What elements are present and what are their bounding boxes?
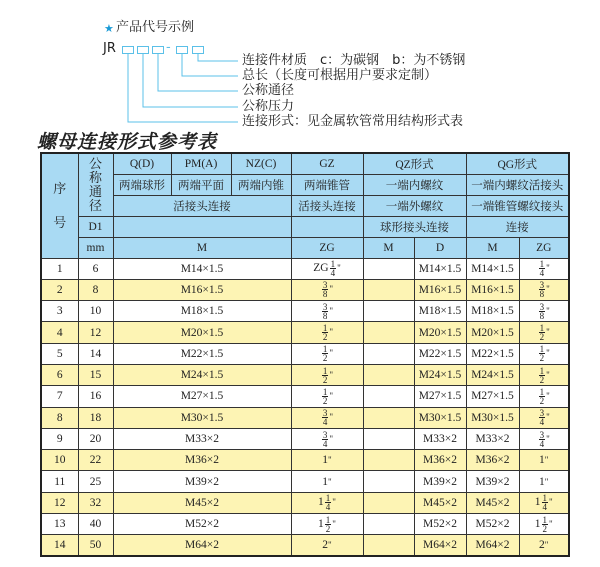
cell-qg-m: M24×1.5 [466, 364, 519, 385]
header-qg: QG形式 [466, 153, 569, 174]
cell-qg-zg [519, 364, 569, 385]
label-connection: 连接形式：见金属软管常用结构形式表 [242, 114, 464, 129]
whole-part: 2 [322, 539, 329, 552]
header-zg: ZG [291, 237, 363, 258]
cell-dn: 25 [78, 471, 113, 492]
header-dn-text: 公称通径 [89, 155, 103, 213]
cell-qg-zg [519, 428, 569, 449]
inch-mark: " [549, 497, 553, 508]
cell-qz-d: M45×2 [414, 492, 466, 513]
cell-m: M14×1.5 [113, 258, 291, 279]
cell-qg-zg [519, 343, 569, 364]
inch-mark: " [329, 369, 334, 380]
numerator: 3 [539, 429, 545, 440]
fraction [325, 494, 332, 511]
header-r4-empty [113, 216, 291, 237]
cell-dn: 18 [78, 407, 113, 428]
cell-qz-d: M24×1.5 [414, 364, 466, 385]
cell-dn: 12 [78, 322, 113, 343]
inch-mark: " [544, 476, 549, 487]
denominator: 2 [322, 395, 328, 406]
denominator: 8 [322, 289, 328, 300]
denominator: 8 [539, 310, 545, 321]
fraction [539, 431, 546, 448]
table-row [41, 471, 569, 492]
inch-mark: " [329, 412, 334, 423]
inch-mark: " [549, 518, 553, 529]
star-icon: ★ [104, 22, 114, 35]
cell-dn: 15 [78, 364, 113, 385]
whole-part: 1 [539, 475, 545, 488]
denominator: 8 [539, 289, 545, 300]
numerator: 3 [539, 280, 545, 291]
label-material: 连接件材质 c：为碳钢 b：为不锈钢 [242, 53, 466, 68]
header-qz-d: D [414, 237, 466, 258]
table-row [41, 279, 569, 300]
inch-mark: " [332, 497, 336, 508]
cell-dn: 32 [78, 492, 113, 513]
whole-part: 1 [322, 475, 329, 488]
fraction [325, 516, 332, 533]
cell-qg-m: M22×1.5 [466, 343, 519, 364]
cell-qz-m [363, 471, 414, 492]
inch-mark: " [546, 412, 550, 423]
cell-m: M16×1.5 [113, 279, 291, 300]
cell-gz [291, 471, 363, 492]
cell-qz-d: M20×1.5 [414, 322, 466, 343]
cell-seq: 7 [41, 386, 78, 407]
cell-qg-zg [519, 258, 569, 279]
fraction [539, 367, 546, 384]
cell-qz-d: M18×1.5 [414, 301, 466, 322]
header-r2-qg: 一端内螺纹活接头 [466, 174, 569, 195]
cell-seq: 4 [41, 322, 78, 343]
cell-qg-m: M16×1.5 [466, 279, 519, 300]
cell-qg-m: M18×1.5 [466, 301, 519, 322]
cell-m: M30×1.5 [113, 407, 291, 428]
whole-part: 1 [322, 454, 329, 467]
denominator: 2 [322, 353, 328, 364]
whole-part: 1 [534, 517, 541, 530]
cell-qz-d: M33×2 [414, 428, 466, 449]
denominator: 4 [325, 502, 331, 513]
header-seq-top: 序 [53, 180, 67, 196]
cell-qz-m [363, 279, 414, 300]
cell-gz [291, 301, 363, 322]
cell-m: M22×1.5 [113, 343, 291, 364]
cell-gz [291, 535, 363, 556]
denominator: 4 [330, 268, 336, 279]
cell-qg-m: M30×1.5 [466, 407, 519, 428]
denominator: 2 [542, 523, 548, 534]
cell-m: M39×2 [113, 471, 291, 492]
table-row [41, 492, 569, 513]
table-row [41, 258, 569, 279]
cell-seq: 2 [41, 279, 78, 300]
header-r2-pm: 两端平面 [171, 174, 231, 195]
inch-mark: " [546, 263, 550, 274]
denominator: 2 [322, 332, 328, 343]
inch-mark: " [329, 348, 334, 359]
cell-dn: 50 [78, 535, 113, 556]
header-nz: NZ(C) [231, 153, 291, 174]
denominator: 4 [542, 502, 548, 513]
code-prefix: JR [103, 41, 116, 56]
header-mm: mm [78, 237, 113, 258]
table-body [41, 258, 569, 556]
header-dn [78, 153, 113, 216]
table-row [41, 450, 569, 471]
cell-qg-zg [519, 407, 569, 428]
table-row [41, 407, 569, 428]
fraction [542, 494, 549, 511]
header-qg-m: M [466, 237, 519, 258]
cell-gz [291, 450, 363, 471]
header-d1: D1 [78, 216, 113, 237]
table-row [41, 301, 569, 322]
cell-qz-m [363, 514, 414, 535]
numerator: 1 [539, 386, 545, 397]
cell-qg-m: M64×2 [466, 535, 519, 556]
cell-qz-m [363, 450, 414, 471]
fraction [539, 345, 546, 362]
header-qz-m: M [363, 237, 414, 258]
numerator: 3 [539, 408, 545, 419]
header-qz: QZ形式 [363, 153, 466, 174]
nut-connection-table [40, 152, 570, 557]
inch-mark: " [337, 263, 341, 274]
diagram-heading: 产品代号示例 [116, 20, 195, 35]
cell-seq: 12 [41, 492, 78, 513]
cell-gz [291, 258, 363, 279]
inch-mark: " [328, 455, 332, 466]
cell-seq: 9 [41, 428, 78, 449]
cell-qz-d: M36×2 [414, 450, 466, 471]
inch-mark: " [546, 327, 550, 338]
numerator: 3 [322, 408, 328, 419]
cell-seq: 1 [41, 258, 78, 279]
cell-gz [291, 279, 363, 300]
cell-qz-m [363, 301, 414, 322]
inch-mark: " [546, 433, 550, 444]
label-pressure: 公称压力 [242, 99, 295, 114]
cell-gz [291, 386, 363, 407]
cell-qz-d: M39×2 [414, 471, 466, 492]
cell-dn: 10 [78, 301, 113, 322]
cell-m: M18×1.5 [113, 301, 291, 322]
numerator: 1 [542, 514, 548, 525]
label-length: 总长（长度可根据用户要求定制） [242, 68, 438, 83]
numerator: 1 [539, 259, 545, 270]
inch-mark: " [329, 305, 334, 316]
fraction [322, 409, 329, 426]
table-row [41, 514, 569, 535]
inch-mark: " [329, 327, 334, 338]
inch-mark: " [544, 455, 549, 466]
cell-qz-d: M64×2 [414, 535, 466, 556]
cell-qz-m [363, 343, 414, 364]
cell-qg-zg [519, 386, 569, 407]
numerator: 1 [322, 344, 328, 355]
cell-m: M27×1.5 [113, 386, 291, 407]
cell-qg-m: M36×2 [466, 450, 519, 471]
numerator: 1 [539, 365, 545, 376]
numerator: 1 [325, 493, 331, 504]
numerator: 1 [322, 386, 328, 397]
label-diameter: 公称通径 [242, 83, 295, 98]
cell-qg-zg [519, 322, 569, 343]
cell-qg-m: M45×2 [466, 492, 519, 513]
cell-qz-d: M16×1.5 [414, 279, 466, 300]
fraction [539, 303, 546, 320]
cell-qg-m: M33×2 [466, 428, 519, 449]
denominator: 2 [325, 523, 331, 534]
header-r4-qg: 连接 [466, 216, 569, 237]
cell-dn: 16 [78, 386, 113, 407]
numerator: 1 [542, 493, 548, 504]
table-row [41, 428, 569, 449]
header-seq [41, 153, 78, 258]
inch-mark: " [546, 284, 550, 295]
whole-part: 1 [539, 454, 545, 467]
cell-qz-m [363, 535, 414, 556]
cell-gz [291, 428, 363, 449]
header-pm: PM(A) [171, 153, 231, 174]
numerator: 3 [322, 301, 328, 312]
cell-gz [291, 492, 363, 513]
cell-qg-m: M20×1.5 [466, 322, 519, 343]
fraction [539, 281, 546, 298]
header-r2-qz: 一端内螺纹 [363, 174, 466, 195]
inch-mark: " [328, 540, 332, 551]
table-row [41, 386, 569, 407]
whole-part: 1 [318, 496, 324, 509]
cell-gz [291, 407, 363, 428]
fraction [542, 516, 549, 533]
cell-m: M36×2 [113, 450, 291, 471]
cell-m: M52×2 [113, 514, 291, 535]
header-r3-union: 活接头连接 [113, 195, 291, 216]
table-row [41, 343, 569, 364]
inch-mark: " [546, 369, 550, 380]
cell-dn: 40 [78, 514, 113, 535]
header-qd: Q(D) [113, 153, 171, 174]
denominator: 4 [539, 438, 545, 449]
cell-qg-m: M39×2 [466, 471, 519, 492]
cell-qg-zg [519, 279, 569, 300]
cell-m: M33×2 [113, 428, 291, 449]
table-row [41, 364, 569, 385]
cell-dn: 14 [78, 343, 113, 364]
cell-qz-m [363, 428, 414, 449]
inch-mark: " [544, 540, 549, 551]
header-r4-gz [291, 216, 363, 237]
whole-part: 1 [534, 496, 541, 509]
fraction [539, 409, 546, 426]
denominator: 2 [539, 353, 545, 364]
header-r3-qg: 一端锥管螺纹接头 [466, 195, 569, 216]
cell-qg-m: M52×2 [466, 514, 519, 535]
cell-gz [291, 364, 363, 385]
fraction [539, 388, 546, 405]
cell-qz-d: M14×1.5 [414, 258, 466, 279]
numerator: 1 [325, 514, 331, 525]
cell-qz-d: M52×2 [414, 514, 466, 535]
fraction [322, 345, 329, 362]
cell-qg-zg [519, 450, 569, 471]
inch-mark: " [328, 476, 332, 487]
fraction [322, 281, 329, 298]
denominator: 4 [539, 417, 545, 428]
cell-qz-d: M30×1.5 [414, 407, 466, 428]
numerator: 3 [322, 280, 328, 291]
header-r4-qz: 球形接头连接 [363, 216, 466, 237]
cell-dn: 22 [78, 450, 113, 471]
cell-seq: 13 [41, 514, 78, 535]
fraction [539, 324, 546, 341]
numerator: 1 [539, 323, 545, 334]
cell-qz-m [363, 258, 414, 279]
cell-seq: 14 [41, 535, 78, 556]
cell-gz [291, 343, 363, 364]
inch-mark: " [546, 305, 550, 316]
cell-qg-m: M14×1.5 [466, 258, 519, 279]
cell-dn: 6 [78, 258, 113, 279]
inch-mark: " [546, 348, 550, 359]
cell-qg-zg [519, 535, 569, 556]
cell-gz [291, 322, 363, 343]
numerator: 3 [322, 429, 328, 440]
numerator: 1 [322, 365, 328, 376]
cell-m: M64×2 [113, 535, 291, 556]
denominator: 4 [539, 268, 545, 279]
denominator: 4 [322, 438, 328, 449]
cell-seq: 8 [41, 407, 78, 428]
cell-seq: 3 [41, 301, 78, 322]
numerator: 1 [322, 323, 328, 334]
header-r2-gz: 两端锥管 [291, 174, 363, 195]
cell-m: M24×1.5 [113, 364, 291, 385]
table-row [41, 322, 569, 343]
cell-qz-m [363, 492, 414, 513]
cell-qz-m [363, 364, 414, 385]
numerator: 1 [539, 344, 545, 355]
cell-qg-zg [519, 514, 569, 535]
cell-qg-zg [519, 301, 569, 322]
inch-mark: " [329, 433, 334, 444]
cell-dn: 8 [78, 279, 113, 300]
table-row [41, 535, 569, 556]
fraction [322, 431, 329, 448]
inch-mark: " [332, 518, 336, 529]
numerator: 3 [539, 301, 545, 312]
cell-seq: 11 [41, 471, 78, 492]
cell-seq: 6 [41, 364, 78, 385]
cell-qz-d: M27×1.5 [414, 386, 466, 407]
inch-mark: " [329, 284, 334, 295]
fraction [539, 260, 546, 277]
cell-qz-d: M22×1.5 [414, 343, 466, 364]
whole-part: 2 [539, 539, 545, 552]
whole-part: 1 [318, 517, 324, 530]
denominator: 2 [539, 395, 545, 406]
denominator: 2 [539, 374, 545, 385]
inch-mark: " [546, 391, 550, 402]
header-r2-qd: 两端球形 [113, 174, 171, 195]
denominator: 8 [322, 310, 328, 321]
cell-qg-m: M27×1.5 [466, 386, 519, 407]
header-seq-bottom: 号 [53, 214, 67, 230]
cell-gz [291, 514, 363, 535]
cell-qz-m [363, 407, 414, 428]
cell-m: M20×1.5 [113, 322, 291, 343]
denominator: 2 [322, 374, 328, 385]
fraction [322, 367, 329, 384]
cell-seq: 5 [41, 343, 78, 364]
whole-part: ZG [313, 262, 329, 275]
cell-qz-m [363, 322, 414, 343]
header-gz: GZ [291, 153, 363, 174]
header-qg-zg: ZG [519, 237, 569, 258]
code-separator: - [166, 40, 171, 55]
inch-mark: " [329, 391, 334, 402]
cell-qz-m [363, 386, 414, 407]
numerator: 1 [330, 259, 336, 270]
cell-dn: 20 [78, 428, 113, 449]
cell-seq: 10 [41, 450, 78, 471]
denominator: 4 [322, 417, 328, 428]
header-m: M [113, 237, 291, 258]
fraction [322, 388, 329, 405]
cell-qg-zg [519, 471, 569, 492]
fraction [322, 303, 329, 320]
cell-qg-zg [519, 492, 569, 513]
header-r3-gz: 活接头连接 [291, 195, 363, 216]
table-title: 螺母连接形式参考表 [37, 131, 218, 153]
fraction [330, 260, 337, 277]
denominator: 2 [539, 332, 545, 343]
cell-m: M45×2 [113, 492, 291, 513]
header-r2-nz: 两端内锥 [231, 174, 291, 195]
header-r3-qz: 一端外螺纹 [363, 195, 466, 216]
fraction [322, 324, 329, 341]
